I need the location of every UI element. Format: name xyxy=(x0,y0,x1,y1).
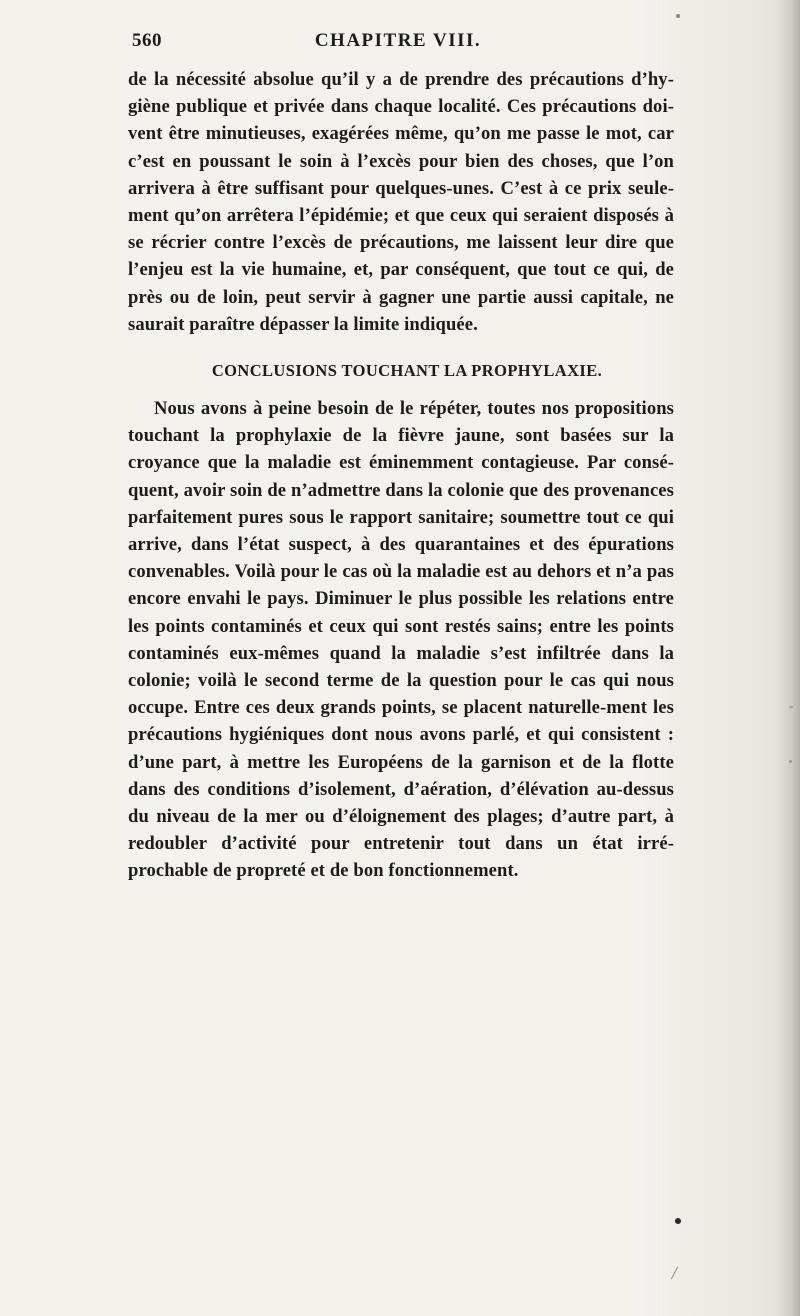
paper-mark-small xyxy=(789,706,793,708)
paragraph-continued: de la nécessité absolue qu’il y a de prendre des précautions d’hy-giène publique et privée dans chaque localité. Ces précautions doi-vent être minutieuses, exagérées même, qu’on me passe le mot, car c’est en poussant le soin à l’excès pour bien des choses, que l’on arrivera à être suffisant pour quelques-unes. C’est à ce prix seule-ment qu’on arrêtera l’épidémie; et que ceux qui seraient disposés à se récrier contre l’excès de précautions, me laissent leur dire que l’enjeu est la vie humaine, et, par conséquent, que tout ce qui, de près ou de loin, peut servir à gagner une partie aussi capitale, ne saurait paraître dépasser la limite indiquée. xyxy=(128,69,674,335)
page-edge-shadow xyxy=(778,0,800,1316)
ink-speck-top xyxy=(676,14,680,18)
section-heading: CONCLUSIONS TOUCHANT LA PROPHYLAXIE. xyxy=(211,361,603,381)
running-head xyxy=(132,30,664,58)
chapter-title: CHAPITRE VIII. xyxy=(314,30,482,51)
stray-mark xyxy=(671,1267,678,1280)
text-block xyxy=(128,66,674,885)
page-number: 560 xyxy=(132,30,162,51)
paragraph-conclusions: Nous avons à peine besoin de le répéter, toutes nos propositions touchant la prophylaxie de la fièvre jaune, sont basées sur la croyance que la maladie est éminemment contagieuse. Par consé-quent, avoir soin de n’admettre dans la colonie que des provenances parfaitement pures sous le rapport sanitaire; soumettre tout ce qui arrive, dans l’état suspect, à des quarantaines et des épurations convenables. Voilà pour le cas où la maladie est au dehors et n’a pas encore envahi le pays. Diminuer le plus possible les relations entre les points contaminés et ceux qui sont restés sains; entre les points contaminés eux-mêmes quand la maladie s’est infiltrée dans la colonie; voilà le second terme de la question pour le cas qui nous occupe. Entre ces deux grands points, se placent naturelle-ment les précautions hygiéniques dont nous avons parlé, et qui consistent : d’une part, à mettre les Européens de la garnison et de la flotte dans des conditions d’isolement, d’aération, d’élévation au-dessus du niveau de la mer ou d’éloignement des plages; d’autre part, à redoubler d’activité pour entretenir tout dans un état irré-prochable de propreté et de bon fonctionnement. xyxy=(128,398,674,882)
ink-speck xyxy=(675,1218,681,1224)
paper-mark xyxy=(789,760,792,763)
